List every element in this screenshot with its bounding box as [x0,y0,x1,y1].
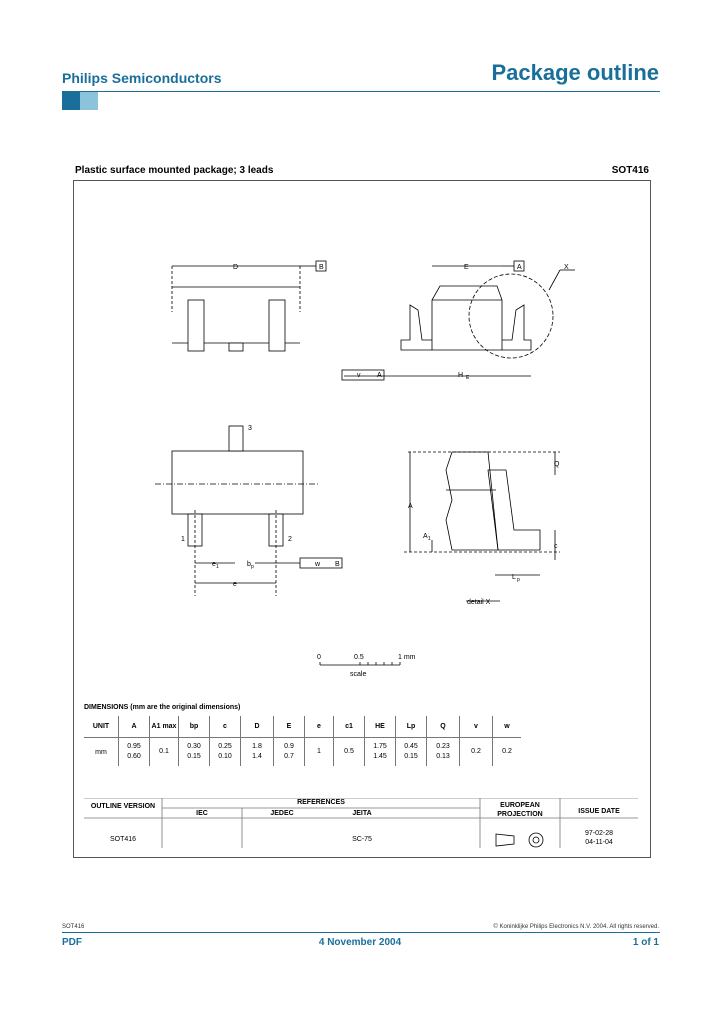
cell-HE-max: 1.75 [373,743,387,750]
cell-E-min: 0.7 [284,753,294,760]
label-D: D [233,264,239,271]
scale-tick-0: 0 [317,654,321,661]
scale-bar [317,654,416,678]
label-B-box: B [335,561,340,568]
references-table [84,798,638,848]
issue-date-2: 04-11-04 [585,839,613,846]
cell-c-min: 0.10 [218,753,232,760]
header-A1: A1 max [150,716,179,738]
scale-tick-1: 0.5 [354,654,364,661]
header-bp: bp [179,716,210,738]
cell-E-max: 0.9 [284,743,294,750]
label-v: v [357,372,361,379]
scale-label: scale [350,671,367,678]
label-e1-sub: 1 [216,564,219,570]
label-bp: b [247,561,251,568]
label-A: A [408,503,413,510]
header-Q: Q [427,716,460,738]
cell-HE-min: 1.45 [373,753,387,760]
jeita-value: SC-75 [352,836,372,843]
header-unit: UNIT [84,716,119,738]
cell-D-max: 1.8 [252,743,262,750]
label-detail: detail X [467,599,491,606]
label-B: B [319,264,324,271]
references-header: REFERENCES [297,799,345,806]
footer-code: SOT416 [62,924,85,930]
label-A-ref: A [517,264,522,271]
package-description: Plastic surface mounted package; 3 leads [75,165,274,176]
header-Lp: Lp [396,716,427,738]
label-pin2: 2 [288,536,292,543]
label-A1-sub: 1 [428,536,431,542]
cell-e1: 0.5 [344,748,354,755]
iec-header: IEC [196,810,208,817]
label-e: e [233,581,237,588]
cell-A-min: 0.60 [127,753,141,760]
label-pin3: 3 [248,425,252,432]
footer-left: PDF [62,937,82,948]
header-HE: HE [365,716,396,738]
side-view [342,261,575,381]
header-c: c [210,716,241,738]
label-A1: A [423,533,428,540]
detail-x-view [404,452,560,606]
company-name: Philips Semiconductors [62,70,222,86]
footer-copyright: © Koninklijke Philips Electronics N.V. 2004. All rights reserved. [493,924,659,930]
cell-Lp-max: 0.45 [404,743,418,750]
header-A: A [119,716,150,738]
package-code: SOT416 [611,165,649,176]
header-e: e [305,716,334,738]
issue-date-1: 97-02-28 [584,830,614,837]
label-e1: e [212,561,216,568]
cell-A1: 0.1 [159,748,169,755]
header-D: D [241,716,274,738]
label-Q: Q [554,461,560,468]
dimensions-title: DIMENSIONS (mm are the original dimensions) [84,704,241,711]
cell-bp-max: 0.30 [187,743,201,750]
label-A-box: A [377,372,382,379]
label-pin1: 1 [181,536,185,543]
cell-w: 0.2 [502,748,512,755]
european-projection-header: EUROPEAN PROJECTION [497,802,543,818]
label-X: X [564,264,569,271]
header-c1: c1 [334,716,365,738]
label-w: w [315,561,321,568]
label-Lp-sub: p [517,577,520,583]
label-c: c [554,543,558,550]
bottom-view [155,425,342,596]
top-view [172,261,326,351]
dimensions-table [84,716,521,766]
page-title: Package outline [491,60,659,85]
cell-Lp-min: 0.15 [404,753,418,760]
jeita-header: JEITA [352,810,372,817]
label-E: E [464,264,469,271]
cell-bp-min: 0.15 [187,753,201,760]
cell-Q-min: 0.13 [436,753,450,760]
header-v: v [460,716,493,738]
label-bp-sub: p [251,564,254,570]
header-w: w [493,716,522,738]
cell-D-min: 1.4 [252,753,262,760]
footer-rule [62,932,660,933]
cell-Q-max: 0.23 [436,743,450,750]
cell-A-max: 0.95 [127,743,141,750]
jedec-header: JEDEC [270,810,294,817]
footer-page: 1 of 1 [632,937,659,948]
cell-unit: mm [95,748,107,756]
outline-version: SOT416 [109,836,137,843]
footer-date: 4 November 2004 [318,937,402,948]
label-HE: H [458,372,464,379]
outline-version-header: OUTLINE VERSION [90,803,156,810]
cell-c-max: 0.25 [218,743,232,750]
cell-e: 1 [317,748,321,755]
label-HE-sub: E [466,375,470,381]
issue-date-header: ISSUE DATE [578,808,620,815]
scale-tick-2: 1 mm [398,654,416,661]
header-E: E [274,716,305,738]
label-Lp: L [512,574,516,581]
cell-v: 0.2 [471,748,481,755]
